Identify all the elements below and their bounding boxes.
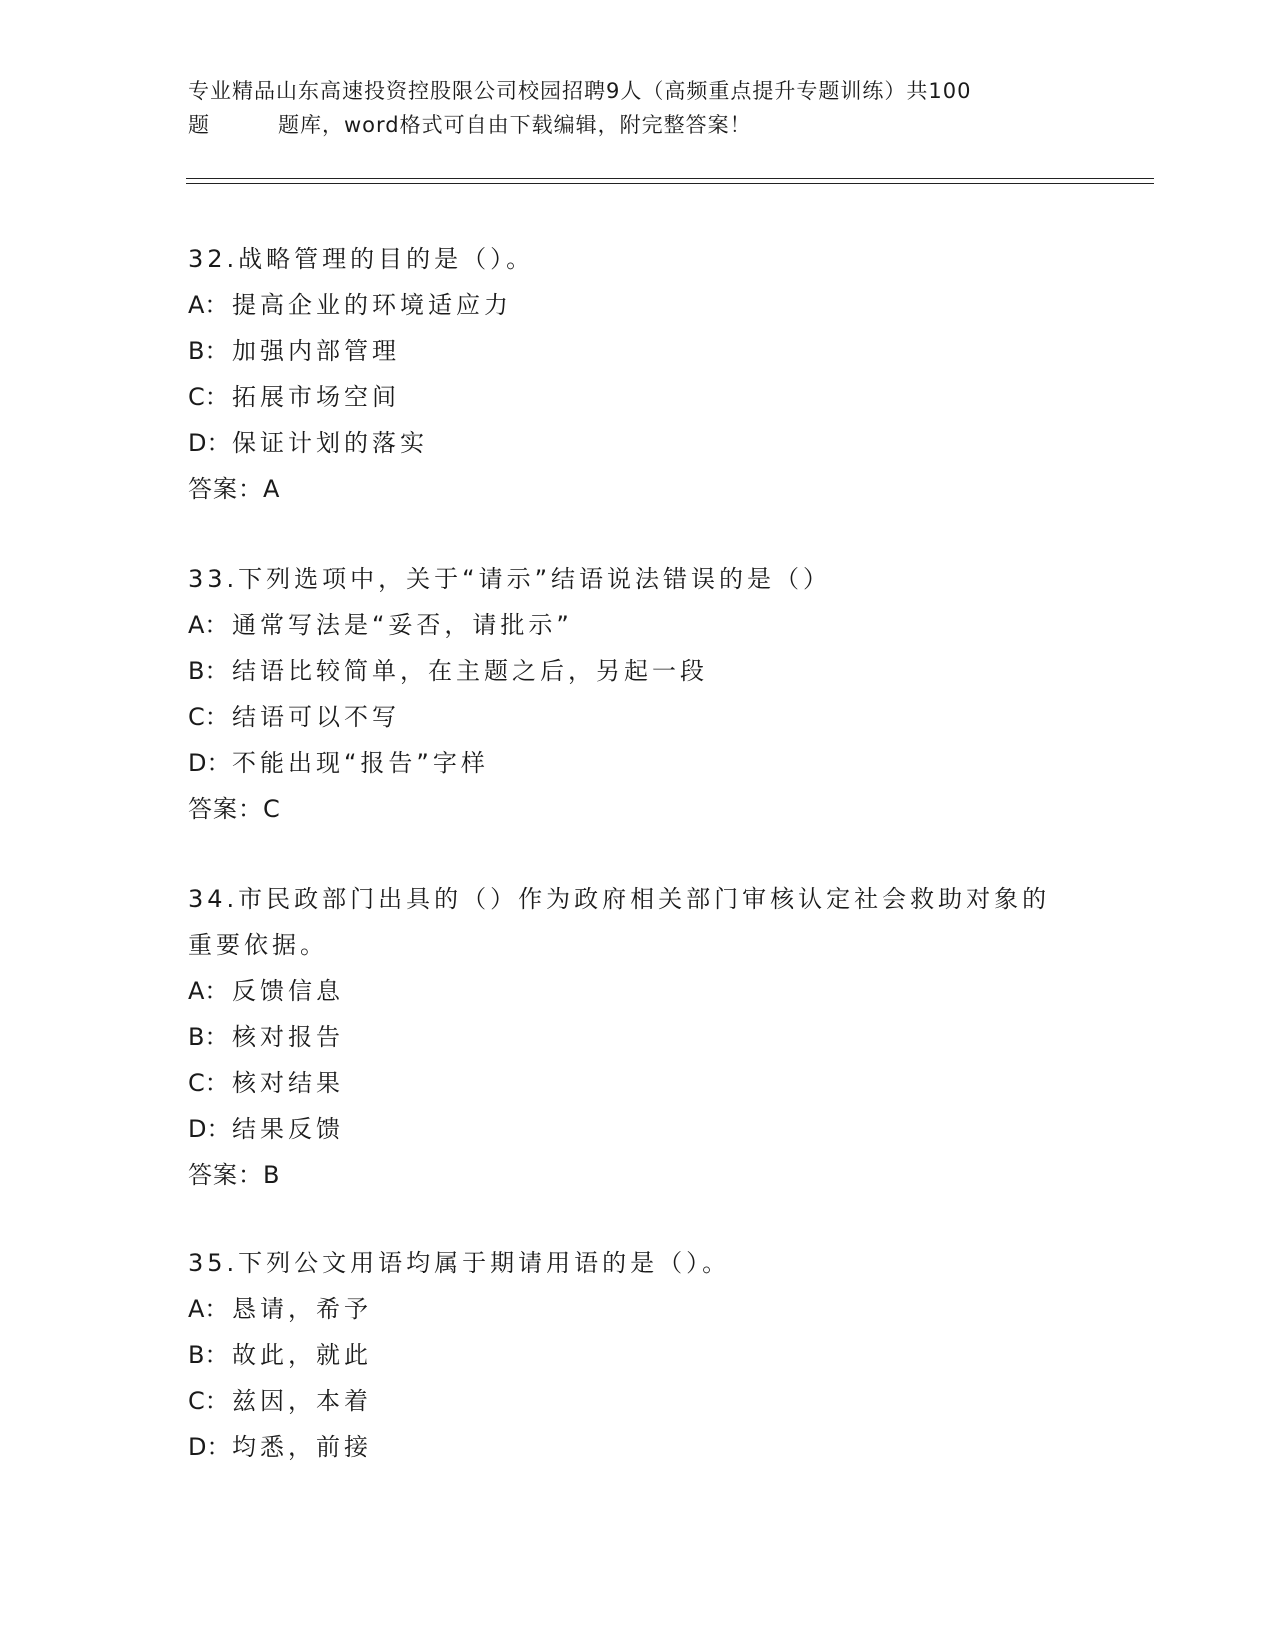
header-subtitle-line	[188, 108, 1088, 142]
option-text: 保证计划的落实	[232, 429, 428, 457]
question-option-b	[188, 1014, 1088, 1060]
option-key: B：	[188, 1023, 229, 1051]
header-title-line: 专业精品山东高速投资控股限公司校园招聘9人（高频重点提升专题训练）共100	[188, 79, 972, 103]
question-33	[188, 556, 1088, 832]
header-subtitle-text: 题库，word格式可自由下载编辑，附完整答案！	[278, 113, 752, 137]
header-subtitle-lead: 题	[188, 113, 210, 137]
option-text: 恳请，希予	[232, 1295, 372, 1323]
option-text: 结语可以不写	[232, 703, 400, 731]
option-key: B：	[188, 337, 229, 365]
option-text: 核对报告	[232, 1023, 344, 1051]
option-key: A：	[188, 611, 229, 639]
question-option-b	[188, 648, 1088, 694]
question-option-d	[188, 1106, 1088, 1152]
option-text: 结果反馈	[232, 1115, 344, 1143]
option-text: 加强内部管理	[232, 337, 400, 365]
question-stem: 35.下列公文用语均属于期请用语的是（）。	[188, 1249, 731, 1277]
option-key: A：	[188, 291, 229, 319]
option-key: D：	[188, 429, 231, 457]
question-option-d	[188, 1424, 1088, 1470]
question-answer: 答案：C	[188, 795, 281, 823]
option-text: 兹因，本着	[232, 1387, 372, 1415]
question-32	[188, 236, 1088, 512]
option-key: C：	[188, 383, 229, 411]
question-option-c	[188, 694, 1088, 740]
question-option-b	[188, 328, 1088, 374]
option-text: 均悉，前接	[232, 1433, 372, 1461]
option-key: B：	[188, 1341, 229, 1369]
option-key: C：	[188, 1387, 229, 1415]
question-34	[188, 876, 1088, 1198]
header-divider-bottom	[186, 183, 1154, 184]
question-answer: 答案：B	[188, 1161, 281, 1189]
question-option-a	[188, 602, 1088, 648]
question-option-d	[188, 740, 1088, 786]
option-key: B：	[188, 657, 229, 685]
question-answer: 答案：A	[188, 475, 281, 503]
question-option-a	[188, 282, 1088, 328]
question-option-c	[188, 1060, 1088, 1106]
question-option-a	[188, 968, 1088, 1014]
option-text: 拓展市场空间	[232, 383, 400, 411]
question-option-d	[188, 420, 1088, 466]
option-text: 故此，就此	[232, 1341, 372, 1369]
option-key: C：	[188, 703, 229, 731]
question-option-c	[188, 1378, 1088, 1424]
question-35	[188, 1240, 1088, 1470]
option-text: 核对结果	[232, 1069, 344, 1097]
option-text: 不能出现“报告”字样	[232, 749, 489, 777]
option-text: 反馈信息	[232, 977, 344, 1005]
question-stem: 32.战略管理的目的是（）。	[188, 245, 535, 273]
option-key: D：	[188, 1433, 231, 1461]
question-stem: 34.市民政部门出具的（）作为政府相关部门审核认定社会救助对象的重要依据。	[188, 885, 1051, 959]
document-header	[188, 74, 1088, 142]
option-text: 通常写法是“妥否，请批示”	[232, 611, 573, 639]
question-stem: 33.下列选项中，关于“请示”结语说法错误的是（）	[188, 565, 832, 593]
option-key: A：	[188, 1295, 229, 1323]
question-option-b	[188, 1332, 1088, 1378]
question-option-a	[188, 1286, 1088, 1332]
option-key: D：	[188, 1115, 231, 1143]
question-option-c	[188, 374, 1088, 420]
option-key: C：	[188, 1069, 229, 1097]
option-text: 结语比较简单，在主题之后，另起一段	[232, 657, 708, 685]
option-key: A：	[188, 977, 229, 1005]
option-text: 提高企业的环境适应力	[232, 291, 512, 319]
option-key: D：	[188, 749, 231, 777]
header-divider-top	[186, 178, 1154, 179]
